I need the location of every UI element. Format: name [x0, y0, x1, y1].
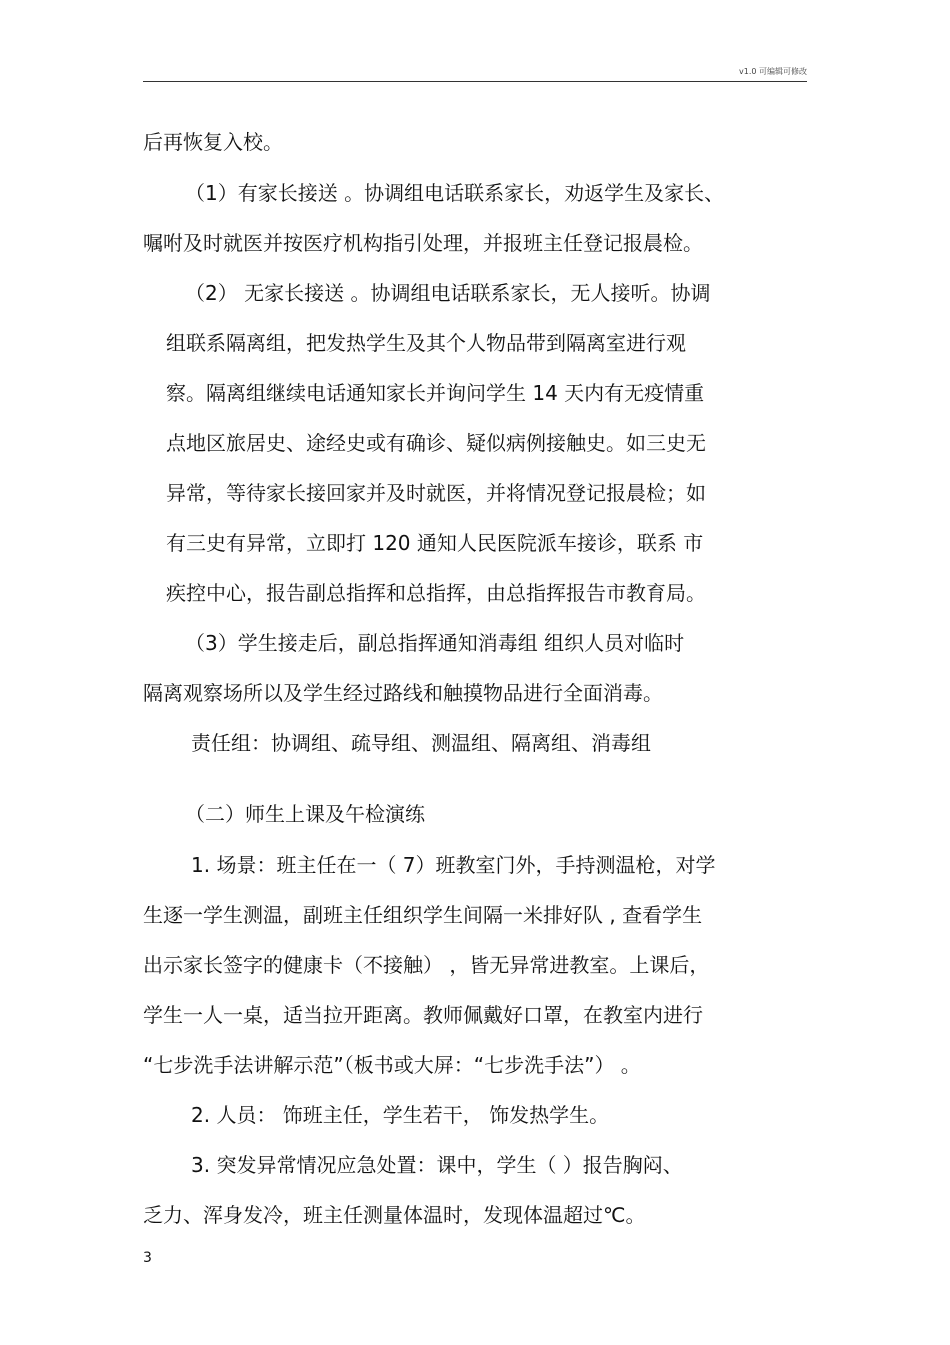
text-line: 点地区旅居史、途经史或有确诊、疑似病例接触史。如三史无 [166, 431, 706, 455]
text-line: 异常，等待家长接回家并及时就医，并将情况登记报晨检；如 [166, 481, 706, 505]
text-line: （2） 无家长接送 。协调组电话联系家长，无人接听。协调 [185, 281, 711, 305]
text-line: 疾控中心，报告副总指挥和总指挥，由总指挥报告市教育局。 [166, 581, 706, 605]
page-number: 3 [143, 1250, 152, 1266]
text-line: 学生一人一桌，适当拉开距离。教师佩戴好口罩，在教室内进行 [143, 1003, 703, 1027]
text-line: 后再恢复入校。 [143, 130, 283, 154]
section-heading: （二）师生上课及午检演练 [185, 802, 425, 826]
text-line: 责任组：协调组、疏导组、测温组、隔离组、消毒组 [191, 731, 651, 755]
text-line: 察。隔离组继续电话通知家长并询问学生 14 天内有无疫情重 [166, 381, 705, 405]
text-line: 3. 突发异常情况应急处置：课中，学生（ ）报告胸闷、 [191, 1153, 683, 1177]
header-version-note: v1.0 可编辑可修改 [739, 67, 807, 76]
header-rule [143, 81, 807, 82]
text-line: 隔离观察场所以及学生经过路线和触摸物品进行全面消毒。 [143, 681, 663, 705]
text-line: 有三史有异常，立即打 120 通知人民医院派车接诊，联系 市 [166, 531, 704, 555]
text-line: （1）有家长接送 。协调组电话联系家长，劝返学生及家长、 [185, 181, 725, 205]
text-line: 2. 人员： 饰班主任，学生若干， 饰发热学生。 [191, 1103, 610, 1127]
text-line: 1. 场景：班主任在一（ 7）班教室门外，手持测温枪，对学 [191, 853, 716, 877]
text-line: “七步洗手法讲解示范”（板书或大屏：“七步洗手法”） 。 [143, 1053, 641, 1077]
text-line: 乏力、浑身发冷，班主任测量体温时，发现体温超过℃。 [143, 1203, 646, 1227]
text-line: 嘱咐及时就医并按医疗机构指引处理，并报班主任登记报晨检。 [143, 231, 703, 255]
text-line: 出示家长签字的健康卡（不接触） ，皆无异常进教室。上课后， [143, 953, 710, 977]
text-line: （3）学生接走后，副总指挥通知消毒组 组织人员对临时 [185, 631, 685, 655]
text-line: 组联系隔离组，把发热学生及其个人物品带到隔离室进行观 [166, 331, 686, 355]
text-line: 生逐一学生测温，副班主任组织学生间隔一米排好队 , 查看学生 [143, 903, 703, 927]
